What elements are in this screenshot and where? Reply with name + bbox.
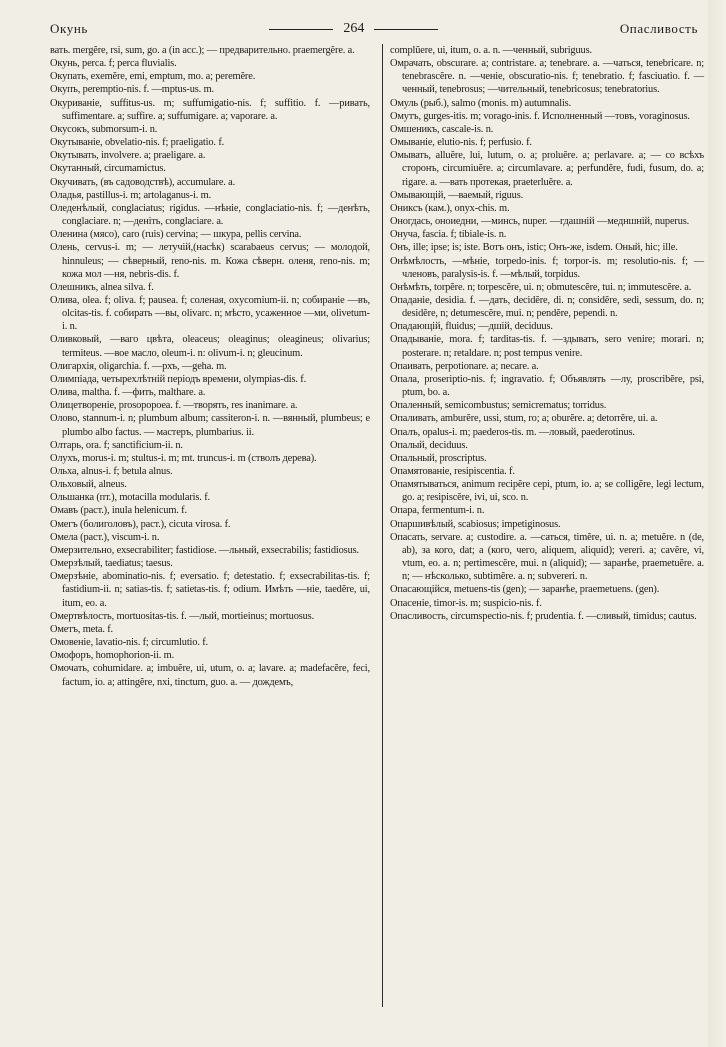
dictionary-entry: Ониксъ (кам.), onyx-chis. m. [390,202,510,214]
dictionary-entry: Оливковый, —ваго цвѣта, oleaceus; oleaginus; oleagineus; olivarius; termiteus. —вое масло, oleum-i. n: olivum-i. n; gleucinum. [50,334,370,359]
dictionary-entry: Омывать, alluĕre, lui, lutum, o. a; proluĕre. a; perlavare. a; — со всѣхъ сторонъ, circumiuĕre. a; circumlavare. a; perfundĕre, fudi, fusum, do. a; rigare. a. —вать протекая, praeterluĕre. a. [390,150,704,188]
dictionary-entry: Оленина (мясо), caro (ruis) cervina; — шкура, pellis cervina. [50,229,302,241]
dictionary-entry: Омегъ (болиголовъ), раст.), cicuta virosa. f. [50,518,231,530]
dictionary-entry: Омочать, cohumidare. a; imbuĕre, ui, utum, o. a; lavare. a; madefacĕre, feci, factum, io. a; attingĕre, nxi, tinctum, guo. a. — дождемъ, [50,663,370,688]
dictionary-entry: Омовеніе, lavatio-nis. f; circumlutio. f. [50,637,208,649]
dictionary-entry: Онѣмѣлость, —мѣніе, torpedo-inis. f; torpor-is. m; resolutio-nis. f; —членовъ, paralysis-is. f. —мѣлый, torpidus. [390,255,704,280]
dictionary-entry: Омерзѣніе, abominatio-nis. f; eversatio. f; detestatio. f; exsecrabilitas-tis. f; fastidium-ii. n; satias-tis. f; satietas-tis. f; odium. Имѣть —ніе, taedĕre, ui, itum, eo. a. [50,571,370,609]
dictionary-entry: Окутывать, involvere. a; praeligare. a. [50,150,206,162]
header-last-word: Опасливость [619,21,698,36]
dictionary-entry: Олигархія, oligarchia. f. —рхъ, —geha. m. [50,360,227,372]
dictionary-entry: Опадающій, fluidus; —дшій, deciduus. [390,321,553,333]
dictionary-entry: Опаршивѣлый, scabiosus; impetiginosus. [390,518,561,530]
dictionary-entry: Опамятованіе, resipiscentia. f. [390,466,515,477]
dictionary-entry: Омуль (рыб.), salmo (monis. m) autumnalis. [390,97,572,109]
dictionary-entry: Онуча, fascia. f; tibiale-is. n. [390,229,507,241]
dictionary-entry: Окутываніе, obvelatio-nis. f; praeligatio. f. [50,137,225,149]
dictionary-entry: Омела (раст.), viscum-i. n. [50,531,160,543]
right-column [390,44,704,623]
dictionary-entry: Окупать, exemĕre, emi, emptum, mo. a; peremĕre. [50,71,256,83]
dictionary-entry: Омшеникъ, cascale-is. n. [390,123,494,135]
dictionary-entry: Омофоръ, homophorion-ii. m. [50,650,175,662]
dictionary-entry: Ольха, alnus-i. f; betula alnus. [50,466,173,477]
dictionary-entry: Олива, maltha. f. —фить, malthare. a. [50,387,206,399]
dictionary-entry: Ометъ, meta. f. [50,623,113,635]
header-dash-right [374,29,438,30]
dictionary-entry: Олива, olea. f; oliva. f; pausea. f; соленая, oxycomium-ii. n; собираніе —въ, olcitas-tis. f. собирать —вы, olivarc. n; мѣсто, усаженное —ми, olivetum-i. n. [50,294,370,333]
dictionary-entry: Окупъ, peremptio-nis. f. —mptus-us. m. [50,84,214,96]
dictionary-entry: Окучивать, (въ садоводствѣ), accumulare. a. [50,176,236,188]
dictionary-entry: Олицетвореніе, prosopopoea. f. —творять, res inanimare. a. [50,400,298,412]
page-number: 264 [343,21,365,36]
dictionary-entry: Окутанный, circumamictus. [50,163,166,175]
page-edge-shadow [708,0,726,1047]
dictionary-entry: Окусокъ, submorsum-i. n. [50,123,158,135]
dictionary-entry: Омутъ, gurges-itis. m; vorago-inis. f. Исполненный —товъ, voraginosus. [390,110,690,122]
dictionary-entry: Омерзительно, exsecrabiliter; fastidiose. —льный, exsecrabilis; fastidiosus. [50,544,359,556]
dictionary-entry: вать. mergĕre, rsi, sum, go. a (in acc.); — предварительно. praemergĕre. a. [50,45,355,56]
dictionary-entry: Опалъ, opalus-i. m; paederos-tis. m. —ловый, paederotinus. [390,426,635,438]
dictionary-entry: Олтарь, ora. f; sanctificium-ii. n. [50,439,183,451]
dictionary-entry: Ольшанка (пт.), motacilla modularis. f. [50,492,210,504]
dictionary-entry: Олешникъ, alnea silva. f. [50,281,154,293]
dictionary-entry: Опасеніе, timor-is. m; suspicio-nis. f. [390,597,542,609]
dictionary-entry: Ольховый, alneus. [50,479,127,491]
dictionary-entry: Опаивать, perpotionare. a; necare. a. [390,360,539,372]
left-column [50,44,370,689]
dictionary-entry: Опаливать, amburĕre, ussi, stum, ro; a; oburĕre. a; detorrĕre, ui. a. [390,413,658,425]
dictionary-entry: Омавъ (раст.), inula helenicum. f. [50,505,187,517]
dictionary-entry: Оладья, pastillus-i. m; artolaganus-i. m. [50,189,212,201]
dictionary-entry: Опалый, deciduus. [390,439,468,451]
dictionary-entry: Онѣмѣть, torpĕre. n; torpescĕre, ui. n; obmutescĕre, tui. n; immutescĕre. a. [390,281,692,293]
header-page-number-block [269,21,438,37]
dictionary-entry: Окунь, perca. f; perca fluvialis. [50,58,177,70]
dictionary-entry: Опасливость, circumspectio-nis. f; prudentia. f. —сливый, timidus; cautus. [390,610,697,622]
dictionary-entry: Опаленный, semicombustus; semicrematus; torridus. [390,400,607,412]
dictionary-entry: Онъ, ille; ipse; is; iste. Вотъ онъ, istic; Онъ-же, isdem. Оный, hic; ille. [390,242,678,254]
dictionary-entry: Опадываніе, mora. f; tarditas-tis. f. —здывать, sero venire; morari. n; posterare. n; retaldare. n; post tempus venire. [390,334,704,359]
dictionary-entry: Опаданіе, desidia. f. —дать, decidĕre, di. n; considĕre, sedi, sessum, do. n; desidĕre, n; detumescĕre, mui. n; pendĕre, pependi. n. [390,294,704,320]
dictionary-entry: Олово, stannum-i. n; plumbum album; cassiteron-i. n. —вянный, plumbeus; e plumbo albo factus. — мастеръ, plumbarius. ii. [50,413,370,438]
dictionary-entry: Омерзѣлый, taediatus; taesus. [50,558,173,570]
dictionary-entry: Омывающій, —ваемый, riguus. [390,189,524,201]
dictionary-entry: Омрачать, obscurare. a; contristare. a; tenebrare. a. —чаться, tenebricare. n; tenebrascĕre. n. —ченіе, obscuratio-nis. f; tenebratio. f; fasciuatio. f. —ченный, tenebrosus; —чительный, tenebricosus; tenebratorius. [390,58,704,96]
dictionary-entry: Оногдась, оноиедни, —минсь, nuper. —гдашній —медншній, nuperus. [390,216,690,228]
header-first-word: Окунь [50,21,88,36]
dictionary-entry: Опасать, servare. a; custodire. a. —саться, timĕre, ui. n. a; metuĕre. n (de, ab), за кого, dat; a (кого, чего, aliquem, aliquid); vereri. a; cavĕre, vi, vtum, eo. a. n; pertimescĕre, mui. n (aliquid); — заранѣе, praemetuĕre. a. n; — нѣсколько, subtimĕre. a. n; subvereri. n. [390,531,704,583]
dictionary-entry: complŭere, ui, itum, o. a. n. —ченный, subriguus. [390,45,592,56]
column-divider [382,44,383,1007]
dictionary-entry: Олухъ, morus-i. m; stultus-i. m; mt. truncus-i. m (стволъ дерева). [50,452,317,464]
dictionary-entry: Омываніе, elutio-nis. f; perfusio. f. [390,137,532,149]
dictionary-entry: Олимпіада, четырехлѣтній періодъ времени, olympias-dis. f. [50,373,307,385]
dictionary-entry: Опала, proseriptio-nis. f; ingravatio. f; Объявлять —лу, proscribĕre, psi, ptum, bo. a. [390,373,704,399]
header-dash-left [269,29,333,30]
dictionary-entry: Опальный, proscriptus. [390,452,487,464]
dictionary-entry: Опасающійся, metuens-tis (gen); — заранѣе, praemetuens. (gen). [390,584,660,596]
dictionary-entry: Окуриваніе, suffitus-us. m; suffumigatio-nis. f; suffitio. f. —ривать, suffimentare. a; suffire. a; suffumigare. a; vaporare. a. [50,97,370,122]
dictionary-entry: Опара, fermentum-i. n. [390,505,485,517]
page-header [50,18,698,40]
dictionary-entry: Опамятываться, animum recipĕre cepi, ptum, io. a; se colligĕre, legi lectum, go. a; resipiscĕre, ivi, ui, sco. n. [390,479,704,504]
dictionary-entry: Оледенѣлый, conglaciatus; rigidus. —нѣніе, conglaciatio-nis. f; —денѣть, conglaciare. n; —деніть, conglaciare. a. [50,202,370,228]
dictionary-entry: Омертвѣлость, mortuositas-tis. f. —лый, mortieinus; mortuosus. [50,610,315,622]
dictionary-entry: Олень, cervus-i. m; — летучій,(насѣк) scarabaeus cervus; — молодой, hinnuleus; — сѣверный, reno-nis. m. Кожа сѣверн. оленя, reno-nis. m; кожа мол —ня, nebris-dis. f. [50,242,370,280]
